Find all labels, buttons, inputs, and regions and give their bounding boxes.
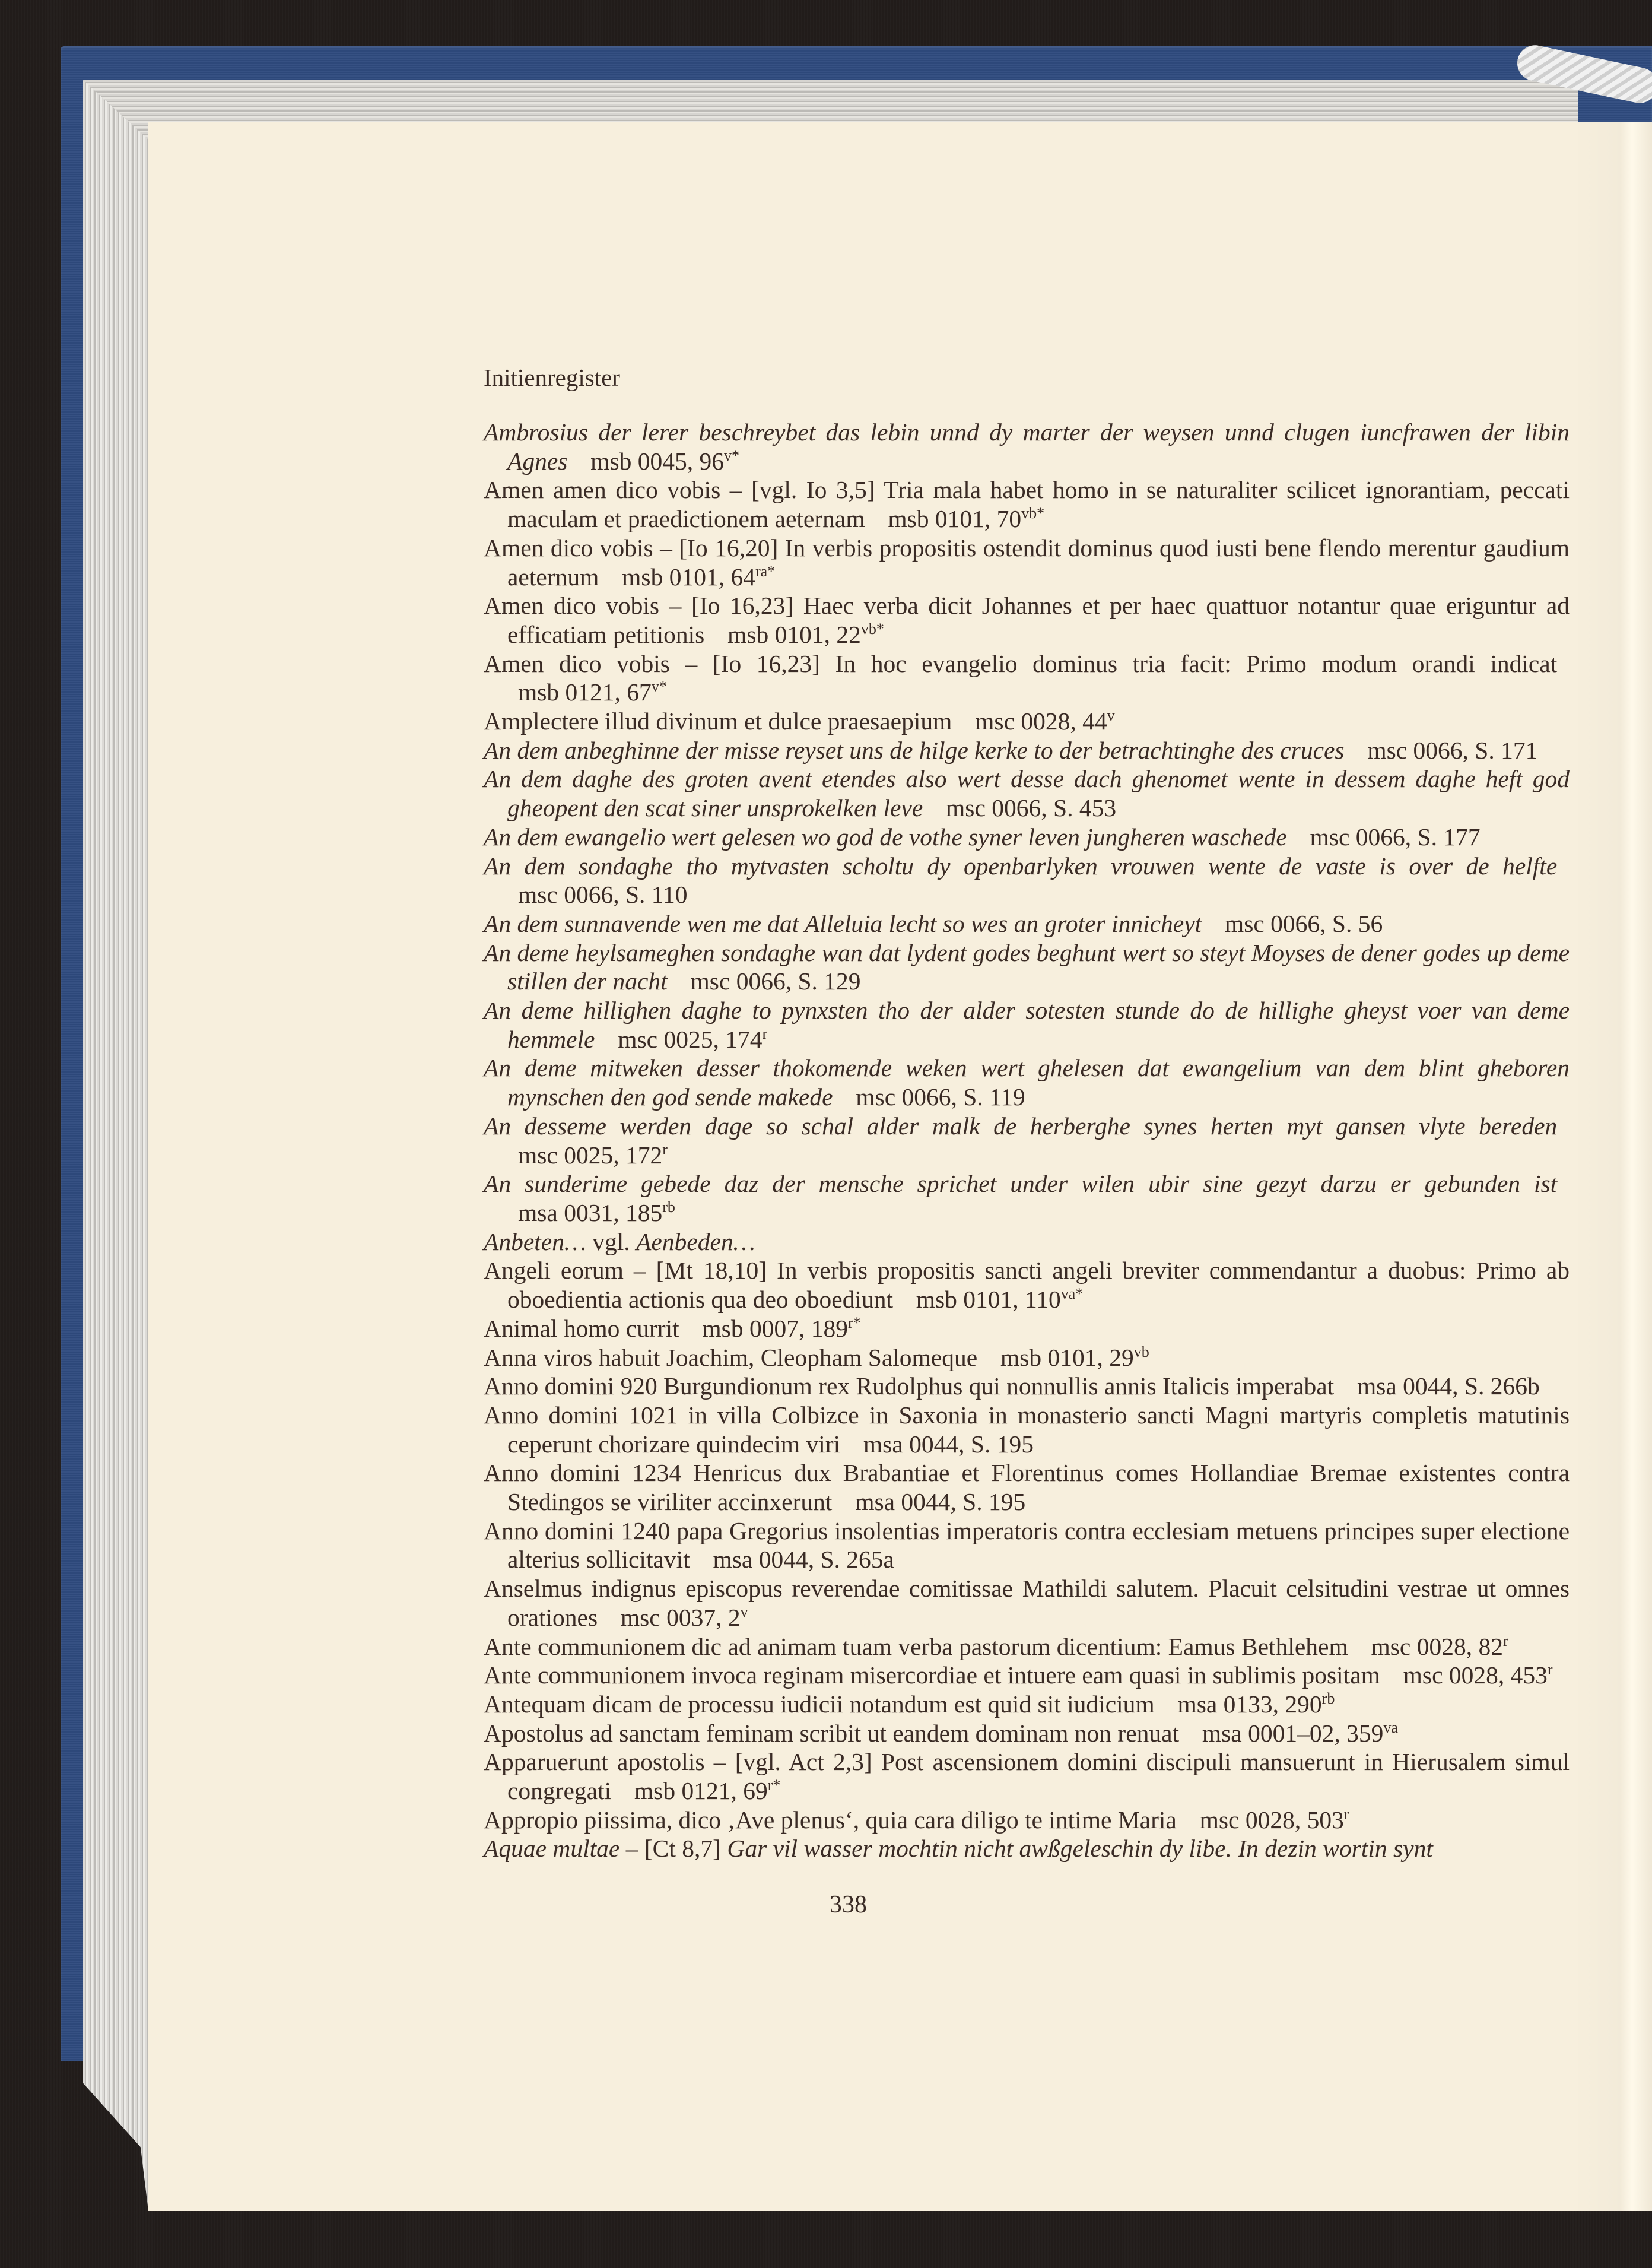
manuscript-reference: msa 0044, S. 195 — [855, 1488, 1026, 1516]
manuscript-reference: msc 0066, S. 129 — [690, 968, 861, 995]
manuscript-reference: msa 0044, S. 266b — [1356, 1372, 1540, 1400]
manuscript-reference: msc 0066, S. 453 — [946, 794, 1117, 822]
page-number-container — [0, 1890, 1652, 1919]
index-entry — [484, 1690, 1570, 1719]
index-entry — [484, 1834, 1570, 1863]
entry-incipit: An dem daghe des groten avent etendes also wert desse dach ghenomet wente in dessem daghe heft god gheopent den scat siner unsprokelken leve — [484, 765, 1570, 822]
entry-incipit: Anno domini 1234 Henricus dux Brabantiae et Florentinus comes Hollandiae Bremae existentes contra Stedingos se viriliter accinxerunt — [484, 1459, 1570, 1516]
index-entry — [484, 591, 1570, 649]
index-entries — [484, 418, 1570, 1863]
entry-incipit: Amen dico vobis – [Io 16,20] In verbis propositis ostendit dominus quod iusti bene flendo merentur gaudium aeternum — [484, 534, 1570, 591]
manuscript-reference: msb 0101, $110^{va*}$ — [916, 1285, 1084, 1314]
folio-superscript: vb — [1133, 1343, 1149, 1360]
folio-superscript: r — [662, 1140, 668, 1158]
index-entry — [484, 765, 1570, 822]
entry-incipit: Anno domini 920 Burgundionum rex Rudolphus qui nonnullis annis Italicis imperabat — [484, 1372, 1335, 1400]
manuscript-reference: msb 0101, $22^{vb*}$ — [727, 620, 884, 648]
entry-incipit: Antequam dicam de processu iudicii notandum est quid sit iudicium — [484, 1690, 1155, 1718]
index-entry — [484, 823, 1570, 852]
page-number: 338 — [830, 1891, 867, 1918]
manuscript-reference: msc 0066, S. 110 — [518, 881, 688, 909]
index-entry — [484, 1632, 1570, 1661]
manuscript-reference: msc 0028, 503$^r$ — [1199, 1805, 1349, 1834]
entry-incipit: An deme mitweken desser thokomende weken wert ghelesen dat ewangelium van dem blint gheboren mynschen den god sende makede — [484, 1054, 1570, 1111]
folio-superscript: r — [1343, 1805, 1349, 1823]
manuscript-reference: msc 0066, S. 56 — [1224, 909, 1383, 937]
index-entry — [484, 1661, 1570, 1690]
entry-incipit: Anselmus indignus episcopus reverendae comitissae Mathildi salutem. Placuit celsitudini vestrae ut omnes orationes — [484, 1575, 1570, 1631]
entry-incipit: Amplectere illud divinum et dulce praesaepium — [484, 708, 952, 735]
index-entry — [484, 852, 1570, 909]
folio-superscript: va — [1383, 1718, 1398, 1736]
index-entry — [484, 707, 1570, 736]
entry-incipit: An dem sunnavende wen me dat Alleluia lecht so wes an groter innicheyt — [484, 909, 1202, 937]
index-entry — [484, 418, 1570, 475]
index-entry — [484, 1806, 1570, 1835]
index-entry — [484, 1169, 1570, 1227]
index-entry — [484, 1054, 1570, 1111]
folio-superscript: rb — [662, 1198, 675, 1216]
entry-incipit: Animal homo currit — [484, 1314, 679, 1342]
manuscript-reference: msa 0044, S. 265a — [713, 1546, 894, 1574]
folio-superscript: r — [1547, 1661, 1553, 1679]
index-entry — [484, 1112, 1570, 1169]
index-entry — [484, 534, 1570, 591]
entry-incipit: Angeli eorum – [Mt 18,10] In verbis propositis sancti angeli breviter commendantur a duobus: Primo ab oboedientia actionis qua deo oboediunt — [484, 1257, 1570, 1314]
folio-superscript: r — [762, 1024, 768, 1042]
entry-incipit: Ante communionem invoca reginam misercordiae et intuere eam quasi in sublimis positam — [484, 1661, 1380, 1689]
index-entry — [484, 1574, 1570, 1632]
index-entry — [484, 996, 1570, 1054]
manuscript-reference: msb 0007, $189^{r*}$ — [702, 1314, 861, 1342]
folio-superscript: r* — [767, 1777, 781, 1794]
manuscript-reference: msc 0037, 2$^v$ — [620, 1603, 748, 1631]
manuscript-reference: msc 0025, 174$^r$ — [618, 1024, 768, 1053]
entry-incipit: An deme heylsameghen sondaghe wan dat lydent godes beghunt wert so steyt Moyses de dener godes up deme stillen der nacht — [484, 938, 1570, 995]
manuscript-reference: msc 0028, 44$^v$ — [975, 707, 1115, 735]
manuscript-reference: msa 0133, $290^{rb}$ — [1177, 1689, 1335, 1718]
index-entry — [484, 909, 1570, 938]
entry-incipit: Anno domini 1240 papa Gregorius insolentias imperatoris contra ecclesiam metuens principes super electione alterius sollicitavit — [484, 1517, 1570, 1574]
manuscript-reference: msc 0066, S. 171 — [1367, 736, 1538, 764]
index-entry — [484, 1401, 1570, 1458]
entry-incipit: Apostolus ad sanctam feminam scribit ut eandem dominam non renuat — [484, 1719, 1180, 1747]
entry-incipit: Amen dico vobis – [Io 16,23] In hoc evangelio dominus tria facit: Primo modum orandi indicat — [484, 649, 1558, 677]
entry-incipit: An dem ewangelio wert gelesen wo god de vothe syner leven jungheren waschede — [484, 823, 1287, 851]
entry-incipit: Anbeten… — [484, 1227, 586, 1255]
folio-superscript: ra* — [755, 562, 776, 580]
entry-incipit: An dem anbeghinne der misse reyset uns de hilge kerke to der betrachtinghe des cruces — [484, 736, 1345, 764]
running-head: Initienregister — [484, 364, 620, 391]
manuscript-reference: msb 0121, $69^{r*}$ — [634, 1777, 781, 1805]
entry-incipit: An deme hillighen daghe to pynxsten tho der alder sotesten stunde do de hillighe gheyst voer van deme hemmele — [484, 997, 1570, 1053]
folio-superscript: vb* — [860, 620, 884, 637]
folio-superscript: rb — [1321, 1689, 1335, 1707]
index-entry — [484, 1747, 1570, 1805]
index-entry — [484, 1372, 1570, 1401]
folio-superscript: v* — [651, 678, 667, 696]
manuscript-reference: msa 0001–02, $359^{va}$ — [1202, 1718, 1398, 1747]
manuscript-reference: msb 0101, $64^{ra*}$ — [622, 562, 776, 591]
folio-superscript: v — [740, 1603, 748, 1620]
entry-incipit: Aquae multae — [484, 1835, 620, 1863]
manuscript-reference: msc 0066, S. 119 — [856, 1083, 1025, 1111]
manuscript-reference: msc 0066, S. 177 — [1310, 823, 1481, 851]
manuscript-reference: msc 0028, 82$^r$ — [1371, 1632, 1508, 1660]
manuscript-reference: msc 0025, 172$^r$ — [518, 1140, 668, 1169]
manuscript-reference: msc 0028, 453$^r$ — [1403, 1661, 1553, 1689]
entry-incipit: Anna viros habuit Joachim, Cleopham Salomeque — [484, 1343, 978, 1371]
manuscript-reference: msb 0101, $29^{vb}$ — [1000, 1343, 1149, 1371]
index-entry — [484, 736, 1570, 765]
index-entry — [484, 1719, 1570, 1748]
index-entry — [484, 938, 1570, 996]
index-entry — [484, 475, 1570, 533]
manuscript-reference: msa 0044, S. 195 — [863, 1430, 1034, 1458]
index-entry — [484, 1343, 1570, 1372]
entry-incipit: Ambrosius der lerer beschreybet das lebin unnd dy marter der weysen unnd clugen iuncfrawen der libin Agnes — [484, 418, 1570, 475]
folio-superscript: va* — [1060, 1285, 1084, 1303]
index-entry — [484, 1314, 1570, 1343]
folio-superscript: v — [1107, 707, 1115, 725]
folio-superscript: r* — [847, 1314, 861, 1331]
entry-incipit: An dem sondaghe tho mytvasten scholtu dy openbarlyken vrouwen wente de vaste is over de helfte — [484, 852, 1558, 880]
cross-reference-label: vgl. — [586, 1227, 637, 1255]
entry-incipit: Amen amen dico vobis – [vgl. Io 3,5] Tria mala habet homo in se naturaliter scilicet ignorantiam, peccati maculam et praedictionem aeternam — [484, 476, 1570, 533]
index-entry — [484, 1227, 1570, 1257]
entry-incipit: An sunderime gebede daz der mensche sprichet under wilen ubir sine gezyt darzu er gebunden ist — [484, 1170, 1558, 1198]
cross-reference-target: Aenbeden… — [636, 1227, 755, 1255]
entry-incipit: Ante communionem dic ad animam tuam verba pastorum dicentium: Eamus Bethlehem — [484, 1632, 1348, 1660]
entry-incipit: Appropio piissima, dico ‚Ave plenus‘, quia cara diligo te intime Maria — [484, 1806, 1177, 1834]
index-entry — [484, 649, 1570, 707]
index-entry — [484, 1517, 1570, 1574]
manuscript-reference: msb 0101, $70^{vb*}$ — [888, 505, 1045, 533]
folio-superscript: r — [1502, 1632, 1508, 1650]
index-entry — [484, 1256, 1570, 1314]
manuscript-reference: msb 0045, $96^{v*}$ — [590, 446, 739, 475]
index-entry — [484, 1458, 1570, 1516]
folio-superscript: vb* — [1021, 505, 1045, 522]
entry-incipit: Anno domini 1021 in villa Colbizce in Saxonia in monasterio sancti Magni martyris completis matutinis ceperunt chorizare quindecim viri — [484, 1401, 1570, 1458]
entry-text: Gar vil wasser mochtin nicht awßgeleschin dy libe. In dezin wortin synt — [727, 1835, 1433, 1863]
manuscript-reference: msa 0031, $185^{rb}$ — [518, 1198, 675, 1226]
manuscript-reference: msb 0121, $67^{v*}$ — [518, 678, 667, 706]
bible-reference: – [Ct 8,7] — [620, 1835, 727, 1863]
entry-incipit: An desseme werden dage so schal alder malk de herberghe synes herten myt gansen vlyte bereden — [484, 1112, 1558, 1140]
entry-incipit: Apparuerunt apostolis – [vgl. Act 2,3] Post ascensionem domini discipuli mansuerunt in Hierusalem simul congregati — [484, 1748, 1570, 1805]
entry-incipit: Amen dico vobis – [Io 16,23] Haec verba dicit Johannes et per haec quattuor notantur quae eriguntur ad efficatiam petitionis — [484, 592, 1570, 648]
folio-superscript: v* — [723, 446, 739, 464]
